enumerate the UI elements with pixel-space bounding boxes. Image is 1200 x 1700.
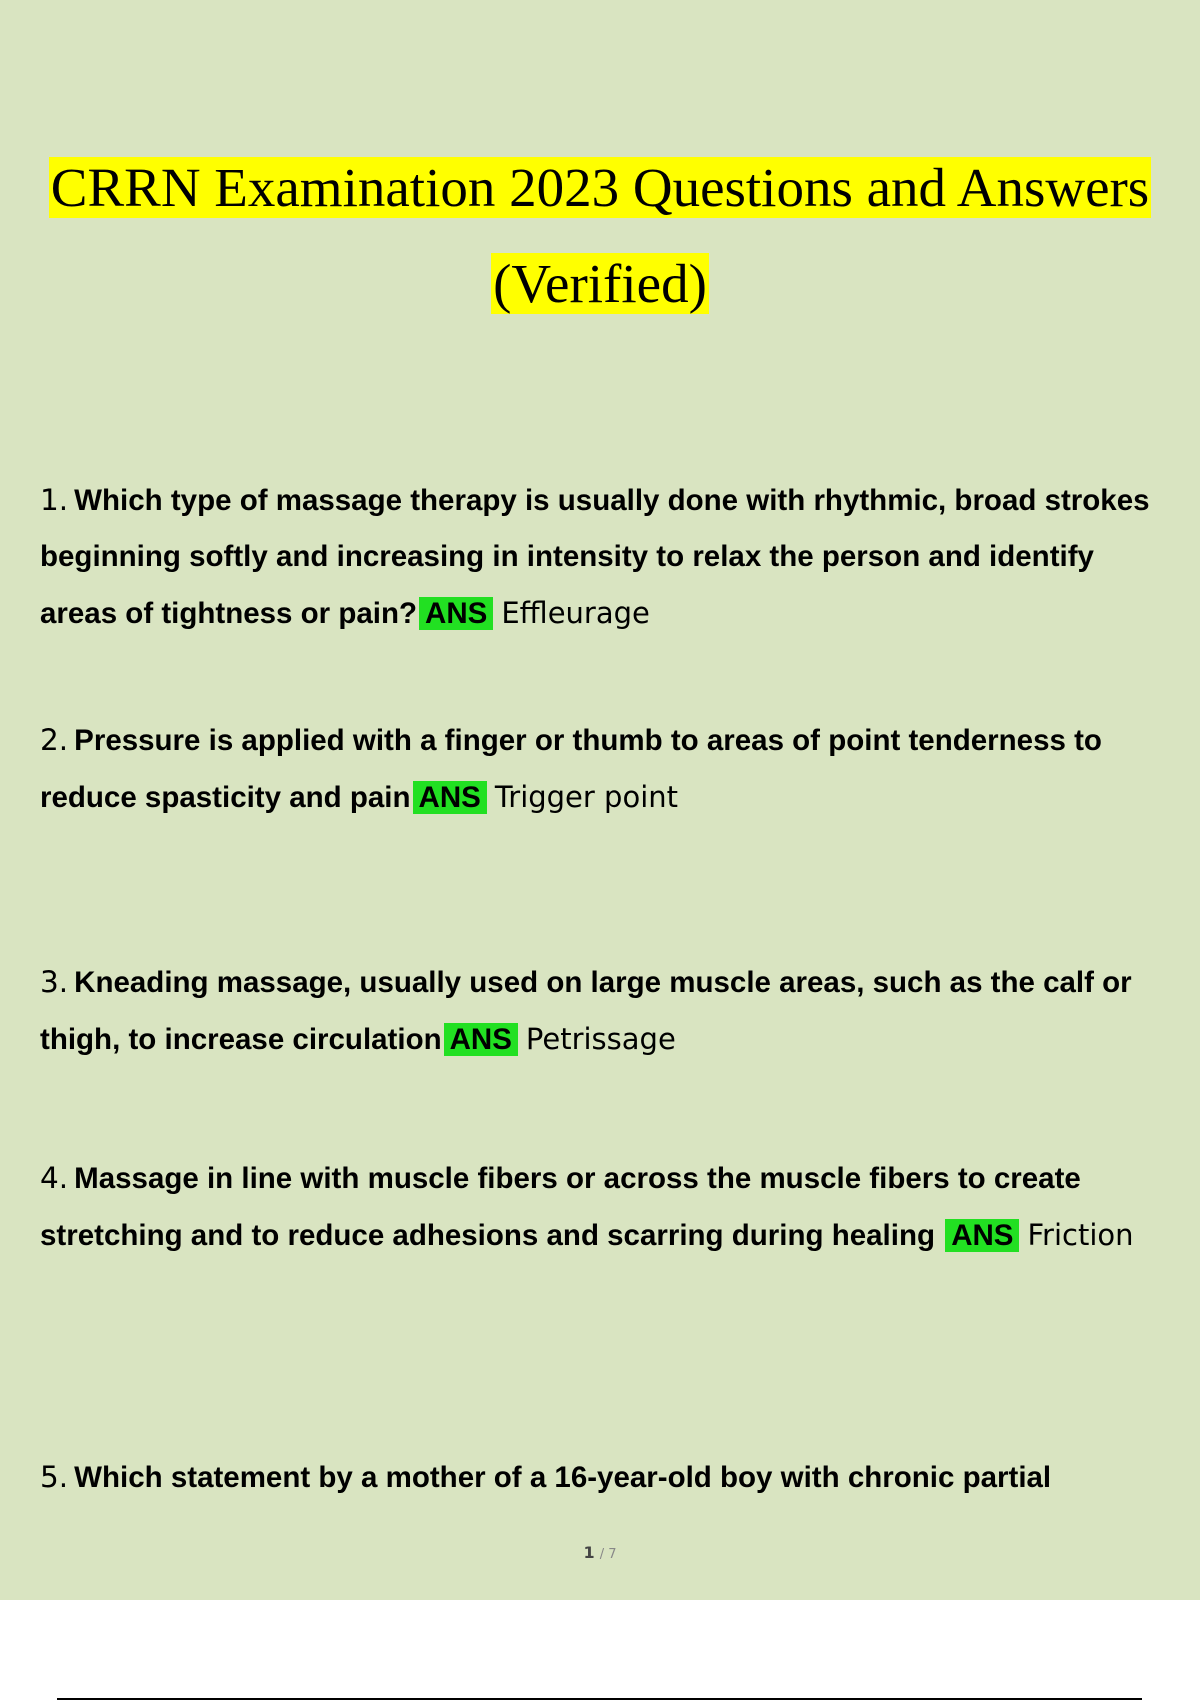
answer-marker: ANS: [413, 781, 487, 814]
title-line-2: (Verified): [493, 253, 707, 314]
question-text: Which type of massage therapy is usually done with rhythmic, broad strokes beginning softly and increasing in intensity to relax the person and identify areas of tightness or pain?: [40, 484, 1150, 630]
question-number: 1.: [40, 483, 69, 517]
answer-marker: ANS: [444, 1023, 518, 1056]
question-text: Pressure is applied with a finger or thumb to areas of point tenderness to reduce spasticity and pain: [40, 724, 1102, 814]
question-text: Massage in line with muscle fibers or across the muscle fibers to create stretching and to reduce adhesions and scarring during healing: [40, 1162, 1081, 1252]
question-item: [40, 1449, 1170, 1506]
question-number: 4.: [40, 1161, 69, 1195]
question-text: Kneading massage, usually used on large muscle areas, such as the calf or thigh, to increase circulation: [40, 966, 1132, 1056]
answer-marker: ANS: [945, 1219, 1019, 1252]
title-line-1: CRRN Examination 2023 Questions and Answers: [50, 157, 1150, 218]
page-indicator: [0, 1543, 1200, 1562]
question-number: 2.: [40, 723, 69, 757]
total-pages: / 7: [599, 1547, 617, 1562]
question-text: Which statement by a mother of a 16-year-old boy with chronic partial: [74, 1461, 1052, 1494]
question-number: 5.: [40, 1460, 69, 1494]
question-item: [40, 712, 1170, 826]
answer-text: Friction: [1027, 1218, 1134, 1252]
answer-text: Effleurage: [501, 596, 650, 630]
answer-text: Petrissage: [525, 1022, 676, 1056]
answer-text: Trigger point: [494, 780, 679, 814]
question-item: [40, 1150, 1170, 1264]
question-item: [40, 472, 1170, 642]
current-page: 1: [583, 1543, 595, 1562]
answer-marker: ANS: [419, 597, 493, 630]
question-item: [40, 954, 1170, 1068]
question-number: 3.: [40, 965, 69, 999]
document-title: [0, 140, 1200, 332]
